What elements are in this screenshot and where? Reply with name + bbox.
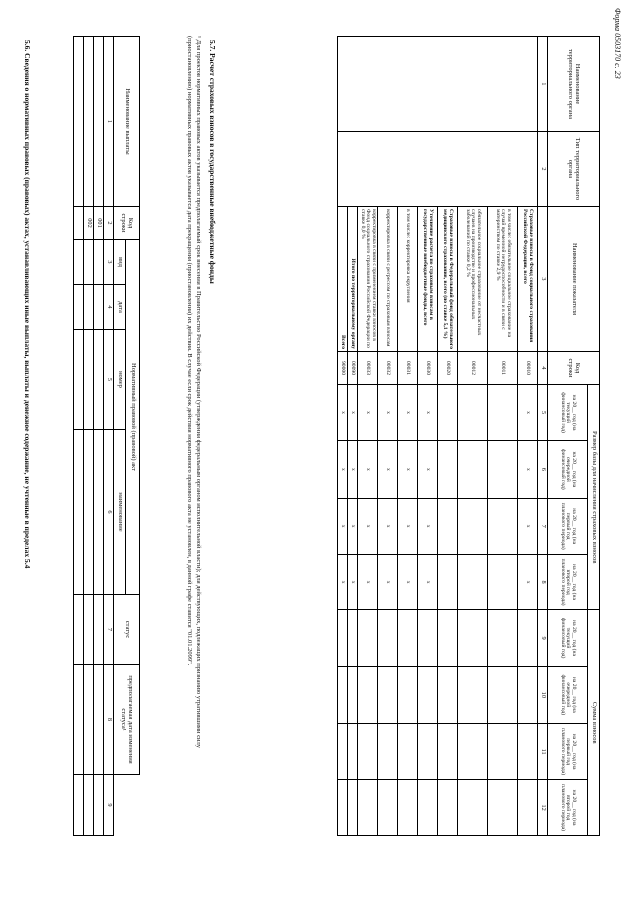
col-territorial-name: Наименование территориального органа	[548, 37, 600, 132]
base-next: на 20__ год (на очередной финансовый год)	[548, 441, 588, 498]
sum-value-cell	[348, 610, 358, 666]
sum-value-cell	[438, 724, 458, 780]
col-num: 7	[104, 595, 114, 665]
base-value-cell	[438, 554, 458, 610]
base-value-cell: x	[358, 385, 378, 441]
sum-value-cell	[488, 724, 518, 780]
sum-value-cell	[518, 724, 538, 780]
sum-value-cell	[488, 666, 518, 723]
base-value-cell	[488, 385, 518, 441]
base-value-cell	[438, 385, 458, 441]
col-num: 9	[104, 775, 114, 836]
table-row	[84, 37, 94, 836]
indicator-label: корректировка в связи с применением ставки взносов в Фонд социального страхования Российской Федерации по ставке 0,0 %	[358, 207, 378, 352]
sum-value-cell	[398, 666, 418, 723]
sum-value-cell	[458, 780, 488, 836]
base-value-cell	[458, 385, 488, 441]
sum-value-cell	[518, 610, 538, 666]
base-value-cell: x	[378, 554, 398, 610]
col-num: 1	[104, 37, 114, 207]
territorial-name-cell	[338, 37, 538, 132]
sum-value-cell	[398, 780, 418, 836]
sum-value-cell	[378, 780, 398, 836]
base-second: на 20__ год (на второй год планового периода)	[548, 554, 588, 610]
sum-value-cell	[418, 724, 438, 780]
sum-value-cell	[338, 666, 348, 723]
base-value-cell: x	[378, 498, 398, 554]
base-value-cell: x	[418, 498, 438, 554]
base-value-cell: x	[358, 554, 378, 610]
indicator-label: корректировка в связи с регрессом по страховым взносам	[378, 207, 398, 352]
base-value-cell: x	[518, 385, 538, 441]
row-code: 00010	[518, 352, 538, 385]
base-value-cell: x	[398, 554, 418, 610]
col-num: 6	[104, 430, 114, 595]
col-num: 8	[538, 554, 548, 610]
sum-value-cell	[358, 610, 378, 666]
sum-value-cell	[458, 724, 488, 780]
base-value-cell: x	[398, 441, 418, 498]
row-code: 001	[94, 207, 104, 240]
base-value-cell	[488, 554, 518, 610]
sum-value-cell	[458, 666, 488, 723]
sum-value-cell	[518, 780, 538, 836]
indicator-label: Уточнение расчета по страховым взносам в государственные внебюджетные фонды, всего	[418, 207, 438, 352]
base-first: на 20__ год (на первый год планового периода)	[548, 498, 588, 554]
territorial-type-cell	[338, 132, 538, 207]
base-value-cell: x	[378, 441, 398, 498]
col-status-change: предполагаемая дата изменения статуса¹	[114, 665, 140, 775]
col-num: 3	[104, 240, 114, 285]
col-code: Код строки	[548, 352, 600, 385]
base-value-cell: x	[338, 554, 348, 610]
section-5-7-table	[337, 36, 600, 836]
indicator-label: Страховые взносы в Федеральный фонд обязательного медицинского страхования, всего (по ставке 5,1 %)	[438, 207, 458, 352]
sum-value-cell	[358, 666, 378, 723]
sum-value-cell	[348, 666, 358, 723]
col-number: номер	[114, 330, 126, 430]
table-row	[74, 37, 84, 836]
base-value-cell: x	[418, 554, 438, 610]
sum-next: на 20__ год (на очередной финансовый год)	[548, 666, 588, 723]
row-code: 00011	[488, 352, 518, 385]
row-code: 00030	[418, 352, 438, 385]
sum-value-cell	[338, 610, 348, 666]
base-value-cell	[458, 554, 488, 610]
base-value-cell: x	[378, 385, 398, 441]
sum-value-cell	[378, 666, 398, 723]
col-num: 2	[538, 132, 548, 207]
sum-value-cell	[378, 610, 398, 666]
sum-value-cell	[348, 780, 358, 836]
col-num: 2	[104, 207, 114, 240]
base-value-cell	[488, 441, 518, 498]
section-5-6-table	[73, 36, 140, 836]
base-value-cell: x	[418, 441, 438, 498]
sum-value-cell	[378, 724, 398, 780]
footnote-line-2: (приостановлению) нормативных правовых актов указывается дата прекращения (приостановления) их действия. В случае если срок действия нормативного правового акта не установлен, в данной графе ставится "01.01.2099".	[186, 36, 193, 666]
sum-value-cell	[438, 666, 458, 723]
col-num: 5	[104, 330, 114, 430]
sum-value-cell	[358, 724, 378, 780]
base-value-cell	[438, 441, 458, 498]
base-value-cell: x	[348, 441, 358, 498]
base-value-cell	[438, 498, 458, 554]
sum-value-cell	[348, 724, 358, 780]
group-base: Размер базы для начисления страховых взносов	[588, 385, 600, 610]
base-value-cell: x	[418, 385, 438, 441]
col-num: 8	[104, 665, 114, 775]
col-name: наименование	[114, 430, 126, 595]
base-value-cell: x	[518, 554, 538, 610]
col-num: 9	[538, 610, 548, 666]
sum-value-cell	[398, 610, 418, 666]
row-code: 00090	[348, 352, 358, 385]
section-5-6-heading: 5.6. Сведения о нормативных правовых (правовых) актах, устанавливающих иные выплаты, выплаты и денежное содержание, не учтенные в пределах 5.4	[23, 40, 32, 569]
indicator-label: обязательное социальное страхование от несчастных случаев на производстве и профессиональных заболеваний по ставке 0,2 %	[458, 207, 488, 352]
indicator-label: Страховые взносы в Фонд социального страхования Российской Федерации, всего	[518, 207, 538, 352]
col-date: дата	[114, 285, 126, 330]
base-current: на 20__ год (на текущий финансовый год)	[548, 385, 588, 441]
base-value-cell	[458, 441, 488, 498]
col-num: 10	[538, 666, 548, 723]
col-num: 11	[538, 724, 548, 780]
section-5-7-heading: 5.7. Расчет страховых взносов в государственные внебюджетные фонды	[208, 40, 217, 284]
col-num: 4	[538, 352, 548, 385]
base-value-cell: x	[518, 498, 538, 554]
col-num: 5	[538, 385, 548, 441]
table-row	[94, 37, 104, 836]
indicator-label: в том числе: обязательное социальное страхование на случай временной нетрудоспособности и в связи с материнством по ставке 2,9 %	[488, 207, 518, 352]
base-value-cell: x	[518, 441, 538, 498]
base-value-cell: x	[338, 385, 348, 441]
sum-value-cell	[338, 780, 348, 836]
sum-value-cell	[418, 666, 438, 723]
sum-current: на 20__ год (на текущий финансовый год)	[548, 610, 588, 666]
indicator-label: в том числе: корректировка округления	[398, 207, 418, 352]
form-label: Форма 0503170 с. 23	[613, 8, 622, 79]
sum-value-cell	[438, 610, 458, 666]
row-code: 00032	[378, 352, 398, 385]
header-act-group: Нормативный правовой (правовой) акт	[126, 240, 140, 595]
sum-value-cell	[438, 780, 458, 836]
base-value-cell: x	[358, 498, 378, 554]
row-code: 90000	[338, 352, 348, 385]
sum-first: на 20__ год (на первый год планового периода)	[548, 724, 588, 780]
col-payment-name: Наименование выплаты	[114, 37, 140, 207]
base-value-cell: x	[358, 441, 378, 498]
base-value-cell: x	[348, 554, 358, 610]
col-kind: вид	[114, 240, 126, 285]
sum-value-cell	[418, 610, 438, 666]
table-row	[518, 37, 538, 836]
sum-value-cell	[358, 780, 378, 836]
group-sum: Сумма взносов	[588, 610, 600, 836]
sum-value-cell	[488, 610, 518, 666]
col-num: 7	[538, 498, 548, 554]
row-code: 00020	[438, 352, 458, 385]
col-indicator: Наименование показателя	[548, 207, 600, 352]
row-code: 002	[84, 207, 94, 240]
sum-value-cell	[518, 666, 538, 723]
base-value-cell: x	[348, 385, 358, 441]
base-value-cell	[488, 498, 518, 554]
base-value-cell	[458, 498, 488, 554]
col-status: статус	[114, 595, 140, 665]
base-value-cell: x	[338, 441, 348, 498]
sum-value-cell	[338, 724, 348, 780]
col-code: Код строки	[114, 207, 140, 240]
sum-second: на 20__ год (на второй год планового периода)	[548, 780, 588, 836]
sum-value-cell	[418, 780, 438, 836]
col-num: 3	[538, 207, 548, 352]
col-num: 12	[538, 780, 548, 836]
base-value-cell: x	[398, 385, 418, 441]
col-num: 1	[538, 37, 548, 132]
base-value-cell: x	[398, 498, 418, 554]
col-territorial-type: Тип территориального органа	[548, 132, 600, 207]
sum-value-cell	[398, 724, 418, 780]
base-value-cell: x	[348, 498, 358, 554]
sum-value-cell	[458, 610, 488, 666]
base-value-cell: x	[338, 498, 348, 554]
col-num: 6	[538, 441, 548, 498]
row-code: 00012	[458, 352, 488, 385]
row-code: 00031	[398, 352, 418, 385]
indicator-label: Итого по территориальному органу	[348, 207, 358, 352]
sum-value-cell	[488, 780, 518, 836]
indicator-label: Всего	[338, 207, 348, 352]
footnote-line-1: ¹ Для проектов нормативных правовых актов указывается предполагаемый срок внесения в Правительство Российской Федерации (утверждения федеральным органом исполнительной власти); для действующих, подлежащих признанию утратившими силу	[195, 36, 202, 748]
row-code: 00033	[358, 352, 378, 385]
col-num: 4	[104, 285, 114, 330]
